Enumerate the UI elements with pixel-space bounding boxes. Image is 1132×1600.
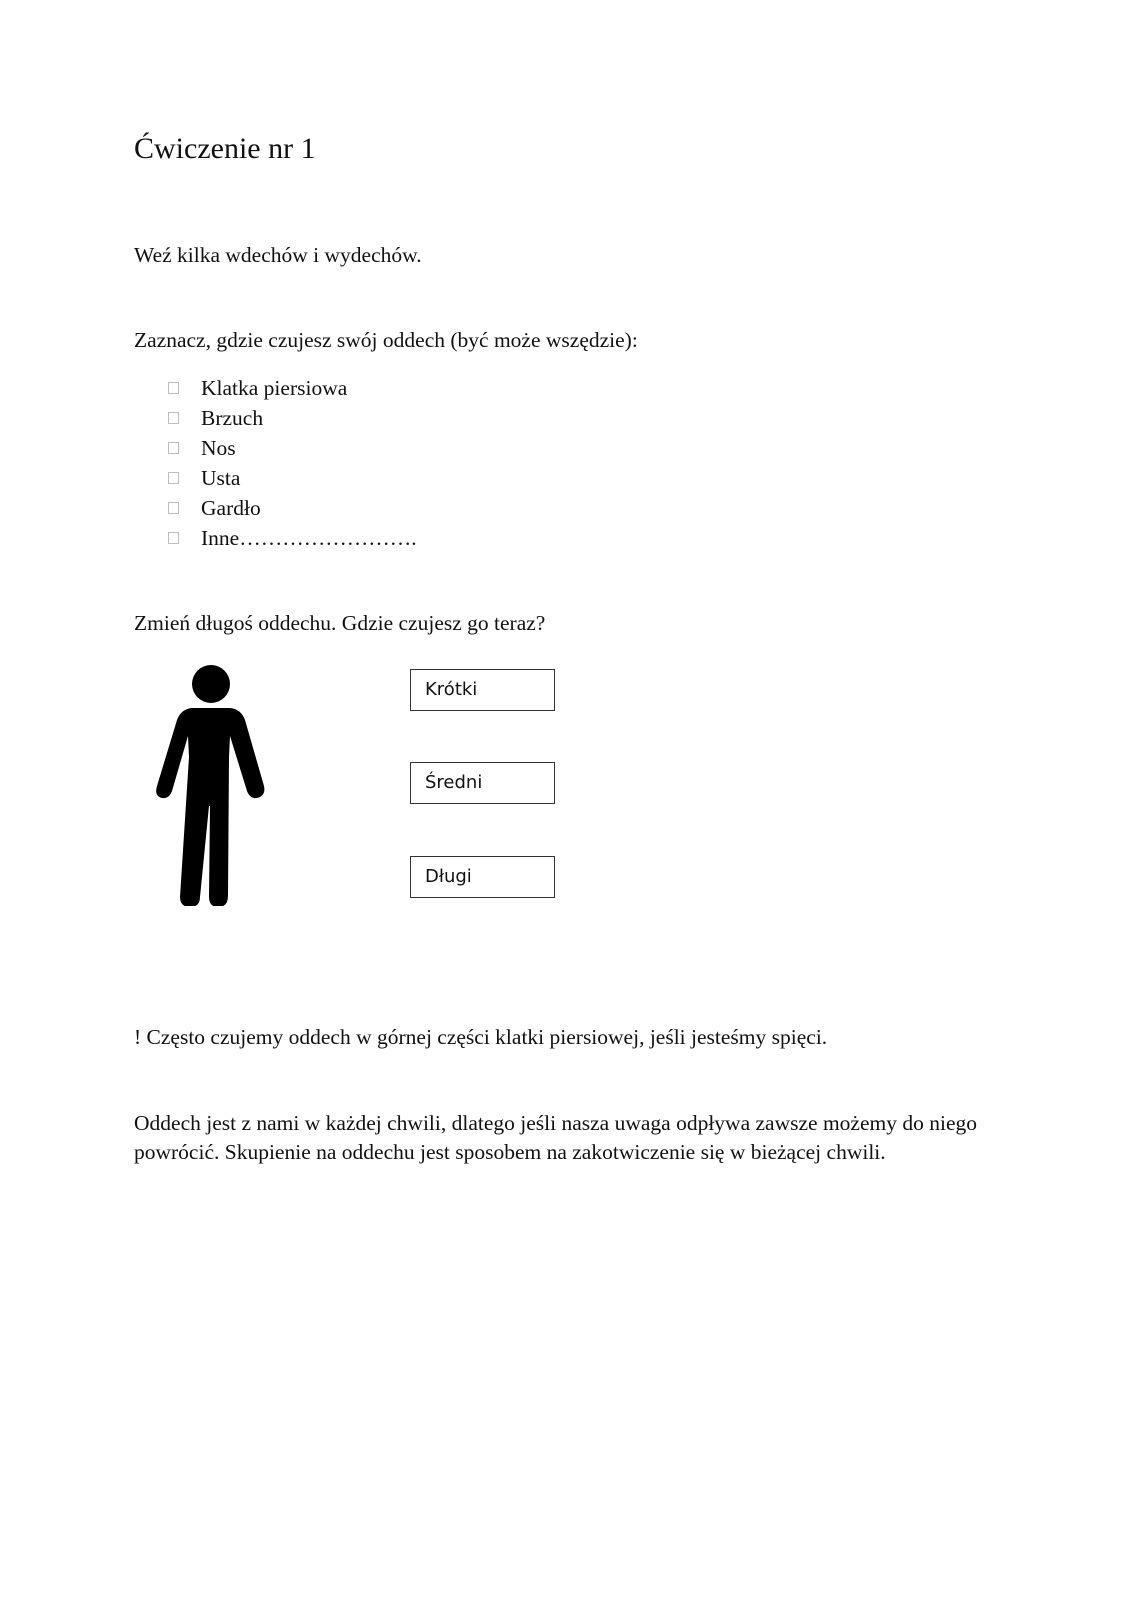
instruction-change-length: Zmień długoś oddechu. Gdzie czujesz go teraz? — [134, 611, 546, 635]
checklist-label: Brzuch — [201, 405, 264, 430]
instruction-mark-breath: Zaznacz, gdzie czujesz swój oddech (być może wszędzie): — [134, 328, 638, 352]
checkbox-icon[interactable] — [168, 382, 179, 394]
checkbox-icon[interactable] — [168, 412, 179, 424]
length-box-medium: Średni — [410, 762, 555, 804]
checkbox-icon[interactable] — [168, 532, 179, 544]
checklist-label: Inne……………………. — [201, 525, 417, 550]
checklist-label: Nos — [201, 435, 236, 460]
checklist-item[interactable] — [168, 463, 417, 493]
tension-note: ! Często czujemy oddech w górnej części klatki piersiowej, jeśli jesteśmy spięci. — [134, 1025, 828, 1049]
checklist-item[interactable] — [168, 433, 417, 463]
page-title: Ćwiczenie nr 1 — [134, 132, 316, 165]
breath-location-checklist — [168, 373, 417, 553]
checkbox-icon[interactable] — [168, 442, 179, 454]
length-box-long: Długi — [410, 856, 555, 898]
checkbox-icon[interactable] — [168, 472, 179, 484]
checklist-item[interactable] — [168, 493, 417, 523]
instruction-breaths: Weź kilka wdechów i wydechów. — [134, 243, 422, 267]
checklist-label: Klatka piersiowa — [201, 375, 348, 400]
checklist-label: Usta — [201, 465, 241, 490]
checklist-item[interactable] — [168, 403, 417, 433]
checkbox-icon[interactable] — [168, 502, 179, 514]
closing-paragraph: Oddech jest z nami w każdej chwili, dlatego jeśli nasza uwaga odpływa zawsze możemy do niego powrócić. Skupienie na oddechu jest sposobem na zakotwiczenie się w bieżącej chwili. — [134, 1111, 977, 1164]
length-box-short: Krótki — [410, 669, 555, 711]
checklist-item[interactable] — [168, 523, 417, 553]
person-figure-icon — [156, 664, 266, 906]
checklist-item[interactable] — [168, 373, 417, 403]
checklist-label: Gardło — [201, 495, 261, 520]
